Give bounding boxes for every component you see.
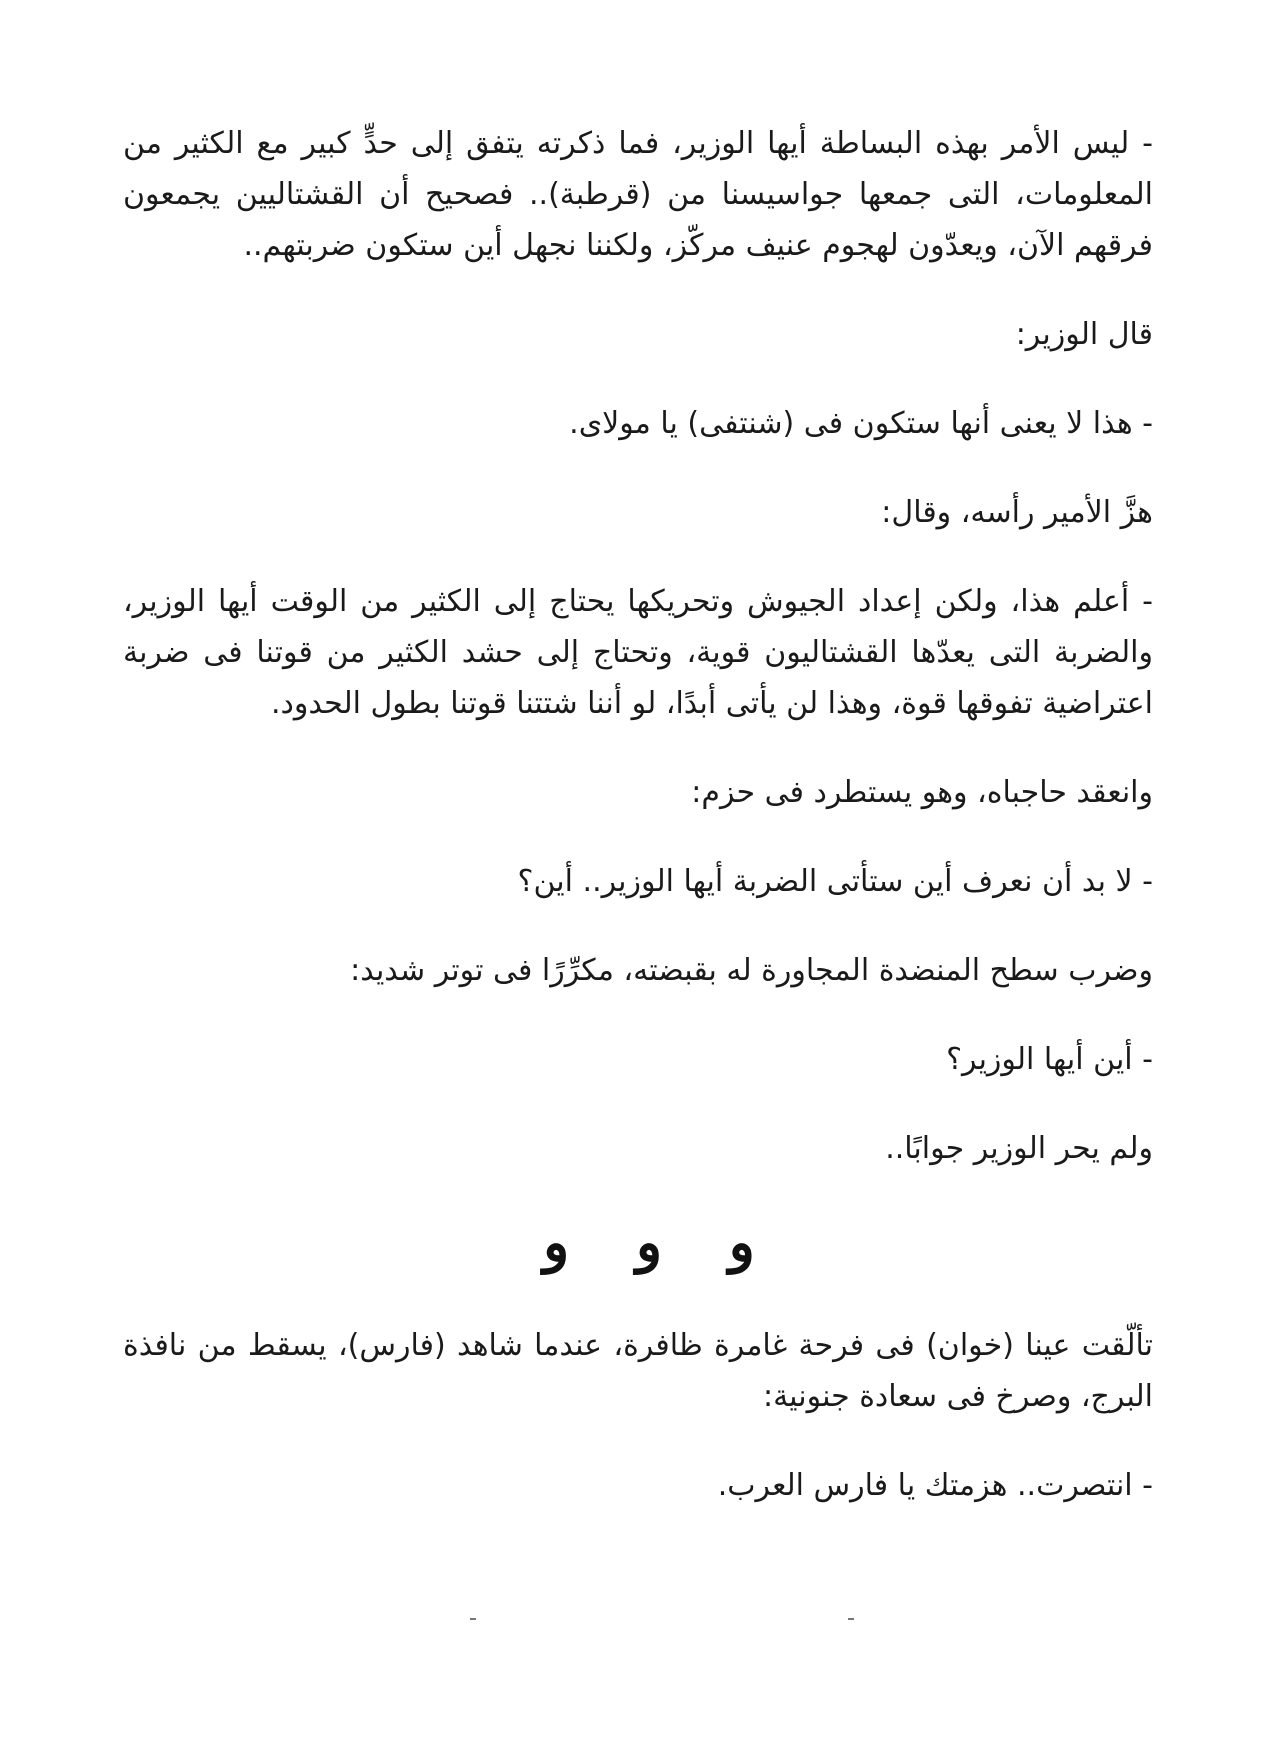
paragraph-6: وانعقد حاجباه، وهو يستطرد فى حزم: (691, 775, 1153, 810)
paragraph-7: - لا بد أن نعرف أين ستأتى الضربة أيها الوزير.. أين؟ (517, 864, 1153, 899)
section-separator (123, 1212, 1153, 1272)
bottom-mark (848, 1618, 854, 1620)
separator-glyph: و (543, 1210, 570, 1274)
paragraph-3: - هذا لا يعنى أنها ستكون فى (شنتفى) يا مولاى. (569, 406, 1153, 441)
page-bottom-marks (0, 1618, 1280, 1628)
paragraph-11: تألّقت عينا (خوان) فى فرحة غامرة ظافرة، عندما شاهد (فارس)، يسقط من نافذة البرج، وصرخ فى سعادة جنونية: (123, 1328, 1153, 1414)
paragraph-4: هزَّ الأمير رأسه، وقال: (881, 495, 1153, 530)
paragraph-8: وضرب سطح المنضدة المجاورة له بقبضته، مكرِّرًا فى توتر شديد: (350, 953, 1153, 988)
bottom-mark (470, 1618, 476, 1620)
paragraph-9: - أين أيها الوزير؟ (946, 1042, 1153, 1077)
book-page-text (123, 118, 1153, 1549)
paragraph-1: - ليس الأمر بهذه البساطة أيها الوزير، فما ذكرته يتفق إلى حدٍّ كبير مع الكثير من المعلومات، التى جمعها جواسيسنا من (قرطبة).. فصحيح أن القشتاليين يجمعون فرقهم الآن، ويعدّون لهجوم عنيف مركّز، ولكننا نجهل أين ستكون ضربتهم.. (123, 126, 1153, 263)
separator-glyph: و (728, 1210, 755, 1274)
separator-glyph: و (635, 1210, 663, 1274)
paragraph-2: قال الوزير: (1015, 317, 1153, 352)
paragraph-5: - أعلم هذا، ولكن إعداد الجيوش وتحريكها يحتاج إلى الكثير من الوقت أيها الوزير، والضربة التى يعدّها القشتاليون قوية، وتحتاج إلى حشد الكثير من قوتنا فى ضربة اعتراضية تفوقها قوة، وهذا لن يأتى أبدًا، لو أننا شتتنا قوتنا بطول الحدود. (123, 584, 1153, 721)
paragraph-10: ولم يحر الوزير جوابًا.. (885, 1131, 1153, 1166)
paragraph-12: - انتصرت.. هزمتك يا فارس العرب. (717, 1468, 1153, 1503)
